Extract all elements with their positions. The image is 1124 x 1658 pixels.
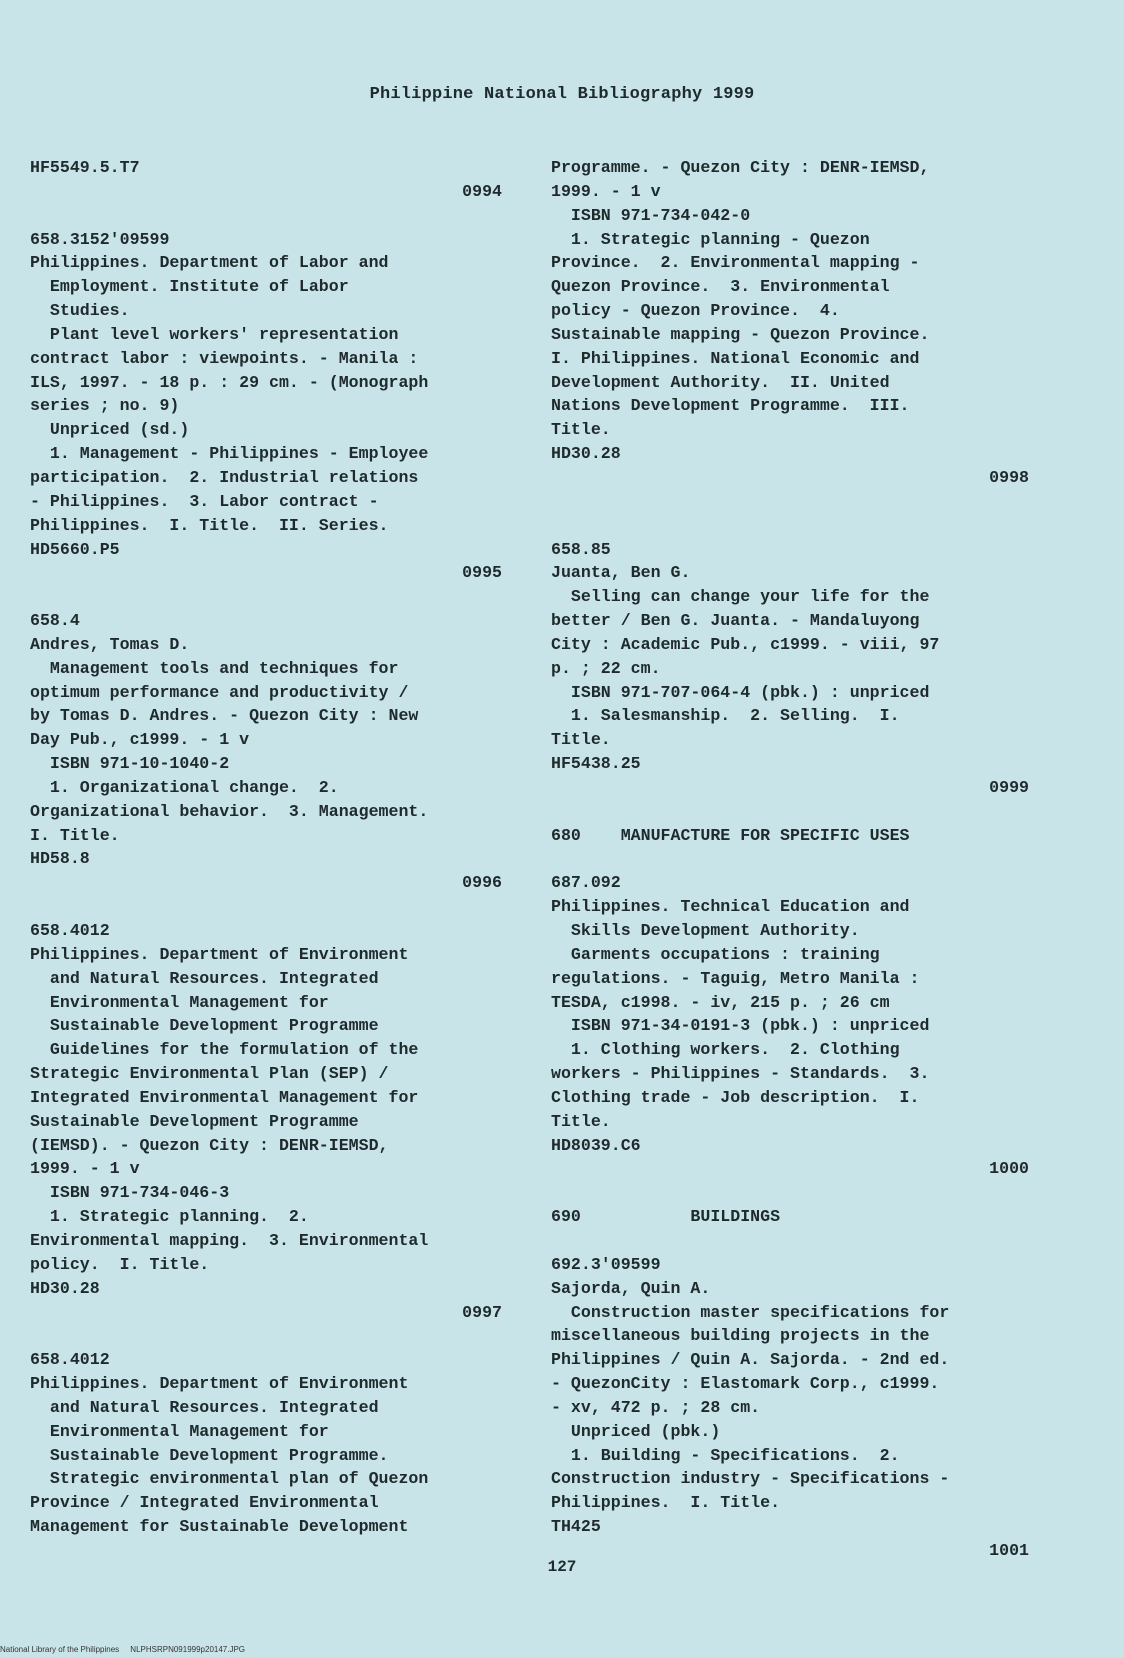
entry-number: 1000 bbox=[989, 1159, 1029, 1179]
blank-line bbox=[30, 1324, 502, 1348]
text-line: Philippines. Technical Education and bbox=[551, 897, 910, 917]
text-line: Studies. bbox=[30, 301, 130, 321]
text-line: 690 BUILDINGS bbox=[551, 1207, 781, 1227]
text-line: I. Philippines. National Economic and bbox=[551, 348, 920, 368]
text-line: HD30.28 bbox=[30, 1278, 100, 1298]
text-line: TESDA, c1998. - iv, 215 p. ; 26 cm bbox=[551, 992, 890, 1012]
text-line: Andres, Tomas D. bbox=[30, 634, 190, 654]
blank-line bbox=[30, 895, 502, 919]
text-line: Day Pub., c1999. - 1 v bbox=[30, 730, 250, 750]
left-column bbox=[30, 156, 502, 1539]
text-line: 1. Organizational change. 2. bbox=[30, 777, 339, 797]
text-line: 1. Building - Specifications. 2. bbox=[551, 1445, 900, 1465]
text-line: Nations Development Programme. III. bbox=[551, 396, 910, 416]
text-line: HD5660.P5 bbox=[30, 539, 120, 559]
text-line: Employment. Institute of Labor bbox=[30, 277, 349, 297]
text-line: HD8039.C6 bbox=[551, 1135, 641, 1155]
text-line: 658.4 bbox=[30, 611, 80, 631]
text-line: Plant level workers' representation bbox=[30, 324, 399, 344]
blank-line bbox=[551, 1229, 1029, 1253]
text-line: Quezon Province. 3. Environmental bbox=[551, 277, 890, 297]
text-line: Title. bbox=[551, 420, 611, 440]
text-line: ISBN 971-34-0191-3 (pbk.) : unpriced bbox=[551, 1016, 930, 1036]
text-line: Construction industry - Specifications - bbox=[551, 1469, 950, 1489]
text-line: Garments occupations : training bbox=[551, 944, 880, 964]
text-line: Environmental mapping. 3. Environmental bbox=[30, 1230, 429, 1250]
text-line: 1. Salesmanship. 2. Selling. I. bbox=[551, 706, 900, 726]
text-line: 658.4012 bbox=[30, 921, 110, 940]
text-line: ISBN 971-10-1040-2 bbox=[30, 754, 230, 774]
text-line: Unpriced (pbk.) bbox=[551, 1421, 721, 1441]
text-line: 658.3152'09599 bbox=[30, 229, 170, 249]
text-line: Title. bbox=[551, 730, 611, 750]
page-title: Philippine National Bibliography 1999 bbox=[369, 85, 755, 104]
text-line: Unpriced (sd.) bbox=[30, 420, 190, 440]
text-line: Philippines. Department of Labor and bbox=[30, 253, 389, 273]
text-line: Philippines. I. Title. bbox=[551, 1493, 781, 1513]
text-line: series ; no. 9) bbox=[30, 396, 180, 416]
entry-number: 0995 bbox=[462, 563, 502, 583]
text-line: 692.3'09599 bbox=[551, 1254, 661, 1274]
text-line: Title. bbox=[551, 1111, 611, 1131]
text-line: Sustainable Development Programme bbox=[30, 1111, 359, 1131]
text-line: 658.4012 bbox=[30, 1350, 110, 1370]
text-line: 687.092 bbox=[551, 873, 621, 893]
text-line: HF5438.25 bbox=[551, 754, 641, 774]
text-line: Programme. - Quezon City : DENR-IEMSD, bbox=[551, 158, 930, 177]
text-line: 1. Management - Philippines - Employee bbox=[30, 444, 429, 464]
text-line: 1. Clothing workers. 2. Clothing bbox=[551, 1040, 900, 1060]
text-line: City : Academic Pub., c1999. - viii, 97 bbox=[551, 634, 940, 654]
text-line: 1. Strategic planning - Quezon bbox=[551, 229, 870, 249]
text-line: Development Authority. II. United bbox=[551, 372, 890, 392]
text-line: Philippines. I. Title. II. Series. bbox=[30, 515, 389, 535]
text-line: Guidelines for the formulation of the bbox=[30, 1040, 419, 1060]
text-line: Sustainable Development Programme. bbox=[30, 1445, 389, 1465]
text-line: Selling can change your life for the bbox=[551, 587, 930, 607]
entry-number: 0997 bbox=[462, 1302, 502, 1322]
text-line: HF5549.5.T7 bbox=[30, 158, 140, 177]
text-line: Strategic Environmental Plan (SEP) / bbox=[30, 1064, 389, 1084]
text-line: ISBN 971-707-064-4 (pbk.) : unpriced bbox=[551, 682, 930, 702]
text-line: - QuezonCity : Elastomark Corp., c1999. bbox=[551, 1374, 940, 1394]
text-line: policy. I. Title. bbox=[30, 1254, 210, 1274]
text-line: I. Title. bbox=[30, 825, 120, 845]
text-line: 1999. - 1 v bbox=[30, 1159, 140, 1179]
entry-number: 0998 bbox=[989, 467, 1029, 487]
text-line: 1999. - 1 v bbox=[551, 181, 661, 201]
text-line: workers - Philippines - Standards. 3. bbox=[551, 1064, 930, 1084]
text-line: 1. Strategic planning. 2. bbox=[30, 1207, 309, 1227]
text-line: p. ; 22 cm. bbox=[551, 658, 661, 678]
text-line: - Philippines. 3. Labor contract - bbox=[30, 491, 379, 511]
text-line: Province / Integrated Environmental bbox=[30, 1493, 379, 1513]
text-line: Philippines. Department of Environment bbox=[30, 1374, 409, 1394]
text-line: and Natural Resources. Integrated bbox=[30, 968, 379, 988]
blank-line bbox=[30, 585, 502, 609]
text-line: Management for Sustainable Development bbox=[30, 1517, 409, 1537]
blank-line bbox=[551, 514, 1029, 538]
text-line: by Tomas D. Andres. - Quezon City : New bbox=[30, 706, 419, 726]
text-line: TH425 bbox=[551, 1517, 601, 1537]
text-line: better / Ben G. Juanta. - Mandaluyong bbox=[551, 611, 920, 631]
text-line: Sustainable Development Programme bbox=[30, 1016, 379, 1036]
text-line: (IEMSD). - Quezon City : DENR-IEMSD, bbox=[30, 1135, 389, 1155]
entry-number: 0996 bbox=[462, 873, 502, 893]
text-line: miscellaneous building projects in the bbox=[551, 1326, 930, 1346]
text-line: - xv, 472 p. ; 28 cm. bbox=[551, 1397, 761, 1417]
text-line: Juanta, Ben G. bbox=[551, 563, 691, 583]
text-line: Skills Development Authority. bbox=[551, 921, 860, 940]
scan-footer: National Library of the Philippines NLPHSRPN091999p20147.JPG bbox=[0, 1645, 246, 1654]
blank-line bbox=[30, 204, 502, 228]
right-column bbox=[551, 156, 1029, 1563]
blank-line bbox=[551, 1181, 1029, 1205]
page-number: 127 bbox=[547, 1558, 577, 1576]
text-line: ISBN 971-734-042-0 bbox=[551, 205, 751, 225]
text-line: Philippines. Department of Environment bbox=[30, 944, 409, 964]
text-line: HD58.8 bbox=[30, 849, 90, 869]
entry-number: 1001 bbox=[989, 1540, 1029, 1560]
text-line: Integrated Environmental Management for bbox=[30, 1087, 419, 1107]
text-line: 680 MANUFACTURE FOR SPECIFIC USES bbox=[551, 825, 910, 845]
text-line: Construction master specifications for bbox=[551, 1302, 950, 1322]
text-line: Strategic environmental plan of Quezon bbox=[30, 1469, 429, 1489]
text-line: Sustainable mapping - Quezon Province. bbox=[551, 324, 930, 344]
entry-number: 0999 bbox=[989, 777, 1029, 797]
text-line: regulations. - Taguig, Metro Manila : bbox=[551, 968, 920, 988]
text-line: Environmental Management for bbox=[30, 1421, 329, 1441]
blank-line bbox=[551, 847, 1029, 871]
text-line: participation. 2. Industrial relations bbox=[30, 467, 419, 487]
text-line: and Natural Resources. Integrated bbox=[30, 1397, 379, 1417]
text-line: Sajorda, Quin A. bbox=[551, 1278, 711, 1298]
entry-number: 0994 bbox=[462, 181, 502, 201]
text-line: optimum performance and productivity / bbox=[30, 682, 409, 702]
text-line: Organizational behavior. 3. Management. bbox=[30, 801, 429, 821]
text-line: Province. 2. Environmental mapping - bbox=[551, 253, 920, 273]
text-line: policy - Quezon Province. 4. bbox=[551, 301, 840, 321]
blank-line bbox=[551, 490, 1029, 514]
text-line: HD30.28 bbox=[551, 444, 621, 464]
text-line: Philippines / Quin A. Sajorda. - 2nd ed. bbox=[551, 1350, 950, 1370]
text-line: Environmental Management for bbox=[30, 992, 329, 1012]
text-line: Management tools and techniques for bbox=[30, 658, 399, 678]
text-line: 658.85 bbox=[551, 539, 611, 559]
text-line: ILS, 1997. - 18 p. : 29 cm. - (Monograph bbox=[30, 372, 429, 392]
text-line: Clothing trade - Job description. I. bbox=[551, 1087, 920, 1107]
text-line: contract labor : viewpoints. - Manila : bbox=[30, 348, 419, 368]
blank-line bbox=[551, 800, 1029, 824]
text-line: ISBN 971-734-046-3 bbox=[30, 1183, 230, 1203]
